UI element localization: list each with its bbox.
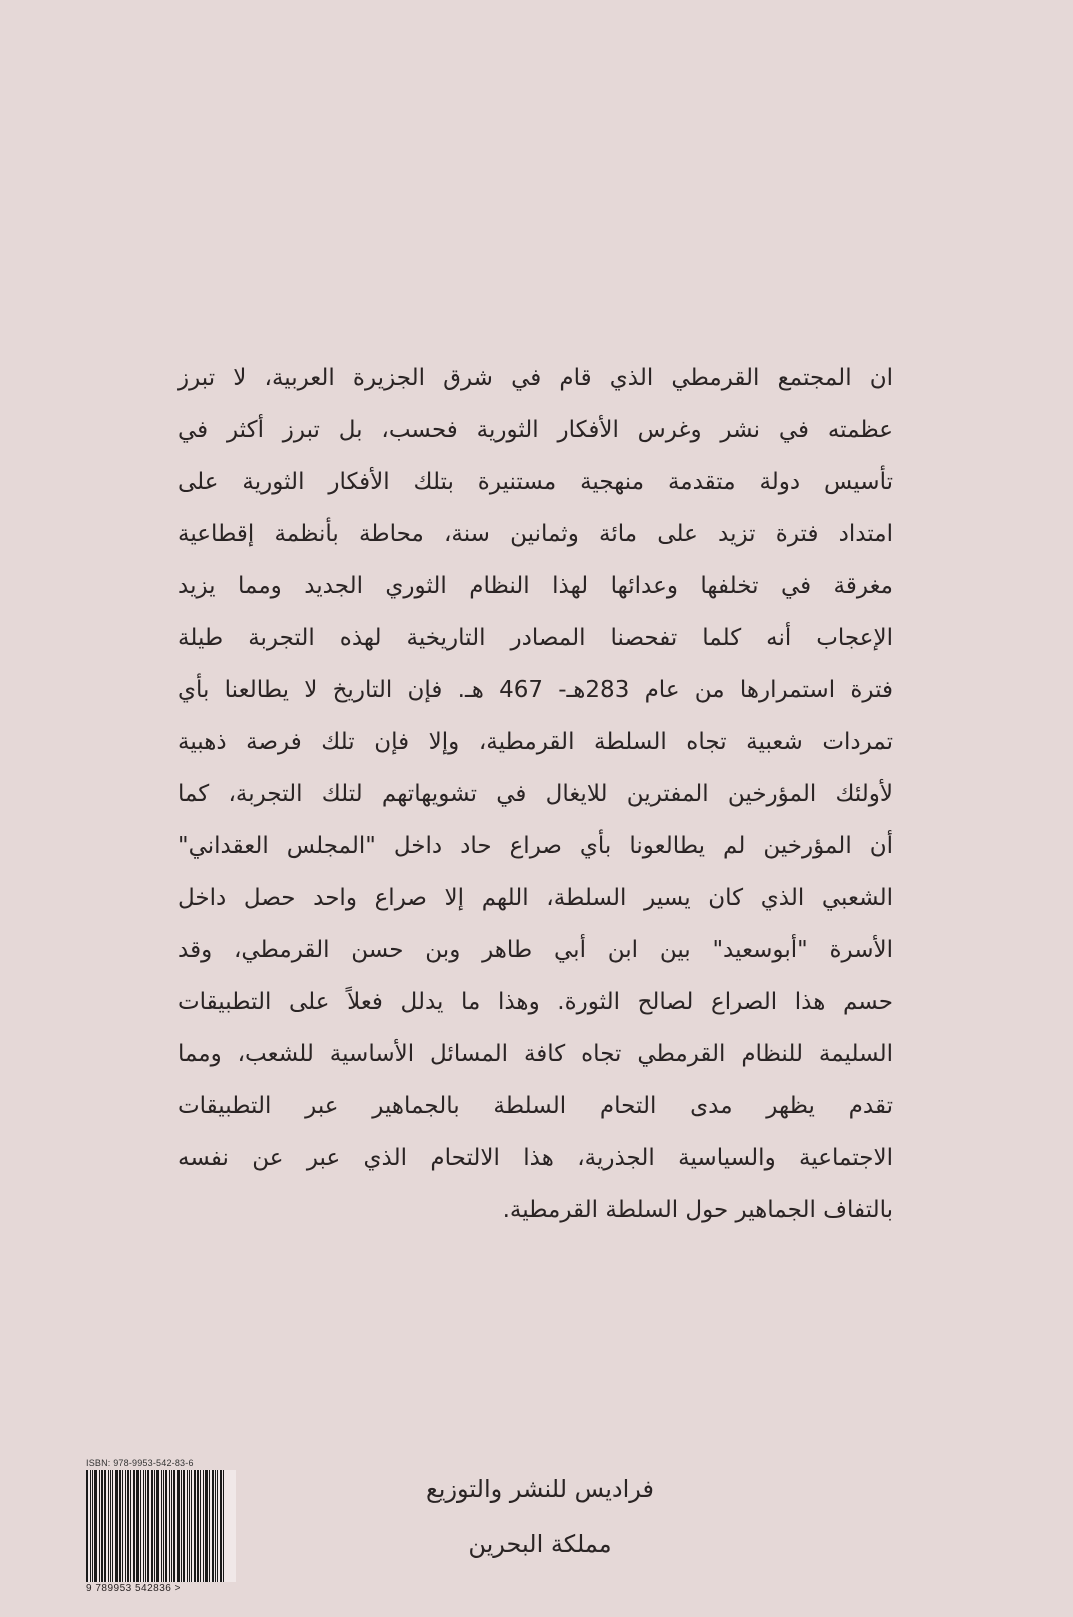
barcode-bar <box>212 1470 214 1582</box>
barcode-bar <box>209 1470 210 1582</box>
blurb-line: بالتفاف الجماهير حول السلطة القرمطية. <box>502 1197 893 1223</box>
barcode-bar <box>181 1470 182 1582</box>
barcode-bar <box>86 1470 88 1582</box>
barcode-bar <box>171 1470 172 1582</box>
barcode <box>86 1470 236 1582</box>
barcode-bar <box>110 1470 111 1582</box>
barcode-bar <box>127 1470 129 1582</box>
barcode-bar <box>145 1470 146 1582</box>
publisher-country: مملكة البحرين <box>468 1530 612 1558</box>
barcode-bar <box>104 1470 106 1582</box>
isbn-label: ISBN: 978-9953-542-83-6 <box>86 1458 194 1468</box>
barcode-bar <box>165 1470 167 1582</box>
barcode-bar <box>177 1470 180 1582</box>
blurb-line: مغرقة في تخلفها وعدائها لهذا النظام الثوري الجديد ومما يزيد <box>178 573 893 599</box>
barcode-bar <box>223 1470 224 1582</box>
blurb-line: عظمته في نشر وغرس الأفكار الثورية فحسب، بل تبرز أكثر في <box>178 417 893 443</box>
barcode-bar <box>130 1470 131 1582</box>
blurb-line: حسم هذا الصراع لصالح الثورة. وهذا ما يدلل فعلاً على التطبيقات <box>178 989 893 1015</box>
barcode-bar <box>220 1470 222 1582</box>
barcode-bar <box>203 1470 204 1582</box>
blurb-line: الأسرة "أبوسعيد" بين ابن أبي طاهر وبن حسن القرمطي، وقد <box>178 937 893 963</box>
barcode-bar <box>191 1470 192 1582</box>
barcode-bar <box>205 1470 208 1582</box>
barcode-bar <box>133 1470 135 1582</box>
barcode-bar <box>143 1470 144 1582</box>
blurb-line: امتداد فترة تزيد على مائة وثمانين سنة، محاطة بأنظمة إقطاعية <box>178 521 893 547</box>
blurb-line: أن المؤرخين لم يطالعونا بأي صراع حاد داخل "المجلس العقداني" <box>178 833 893 859</box>
blurb-line: تأسيس دولة متقدمة منهجية مستنيرة بتلك الأفكار الثورية على <box>178 469 893 495</box>
blurb-line: الإعجاب أنه كلما تفحصنا المصادر التاريخية لهذه التجربة طيلة <box>178 625 893 651</box>
barcode-bar <box>136 1470 139 1582</box>
blurb-line: لأولئك المؤرخين المفترين للايغال في تشويهاتهم لتلك التجربة، كما <box>178 781 893 807</box>
barcode-bar <box>197 1470 199 1582</box>
blurb-line: تمردات شعبية تجاه السلطة القرمطية، وإلا فإن تلك فرصة ذهبية <box>178 729 893 755</box>
barcode-bar <box>173 1470 175 1582</box>
blurb-line: السليمة للنظام القرمطي تجاه كافة المسائل الأساسية للشعب، ومما <box>178 1041 893 1067</box>
barcode-bar <box>101 1470 103 1582</box>
barcode-bar <box>90 1470 91 1582</box>
barcode-bar <box>189 1470 190 1582</box>
barcode-bar <box>92 1470 93 1582</box>
barcode-bar <box>200 1470 201 1582</box>
barcode-bar <box>122 1470 123 1582</box>
isbn-barcode-block <box>86 1458 236 1594</box>
barcode-bar <box>161 1470 162 1582</box>
blurb-line: فترة استمرارها من عام 283هـ- 467 هـ. فإن التاريخ لا يطالعنا بأي <box>178 677 893 703</box>
barcode-bar <box>112 1470 113 1582</box>
blurb-line: الاجتماعية والسياسية الجذرية، هذا الالتحام الذي عبر عن نفسه <box>178 1145 893 1171</box>
barcode-bar <box>108 1470 109 1582</box>
barcode-bar <box>147 1470 149 1582</box>
barcode-bar <box>99 1470 100 1582</box>
barcode-bar <box>125 1470 126 1582</box>
blurb-line: الشعبي الذي كان يسير السلطة، اللهم إلا صراع واحد حصل داخل <box>178 885 893 911</box>
barcode-bar <box>151 1470 153 1582</box>
barcode-bar <box>169 1470 170 1582</box>
barcode-bar <box>156 1470 159 1582</box>
blurb-line: ان المجتمع القرمطي الذي قام في شرق الجزيرة العربية، لا تبرز <box>178 365 893 391</box>
barcode-bar <box>115 1470 118 1582</box>
barcode-bar <box>183 1470 185 1582</box>
blurb-line: تقدم يظهر مدى التحام السلطة بالجماهير عبر التطبيقات <box>178 1093 893 1119</box>
barcode-bar <box>154 1470 155 1582</box>
barcode-bar <box>215 1470 216 1582</box>
barcode-digits: 9 789953 542836 > <box>86 1583 181 1594</box>
barcode-bar <box>217 1470 218 1582</box>
barcode-bar <box>194 1470 196 1582</box>
barcode-bar <box>187 1470 188 1582</box>
barcode-bar <box>119 1470 121 1582</box>
back-cover-blurb <box>178 352 893 1236</box>
publisher-name: فراديس للنشر والتوزيع <box>425 1475 654 1503</box>
barcode-bar <box>94 1470 97 1582</box>
barcode-bar <box>140 1470 141 1582</box>
barcode-bar <box>163 1470 164 1582</box>
